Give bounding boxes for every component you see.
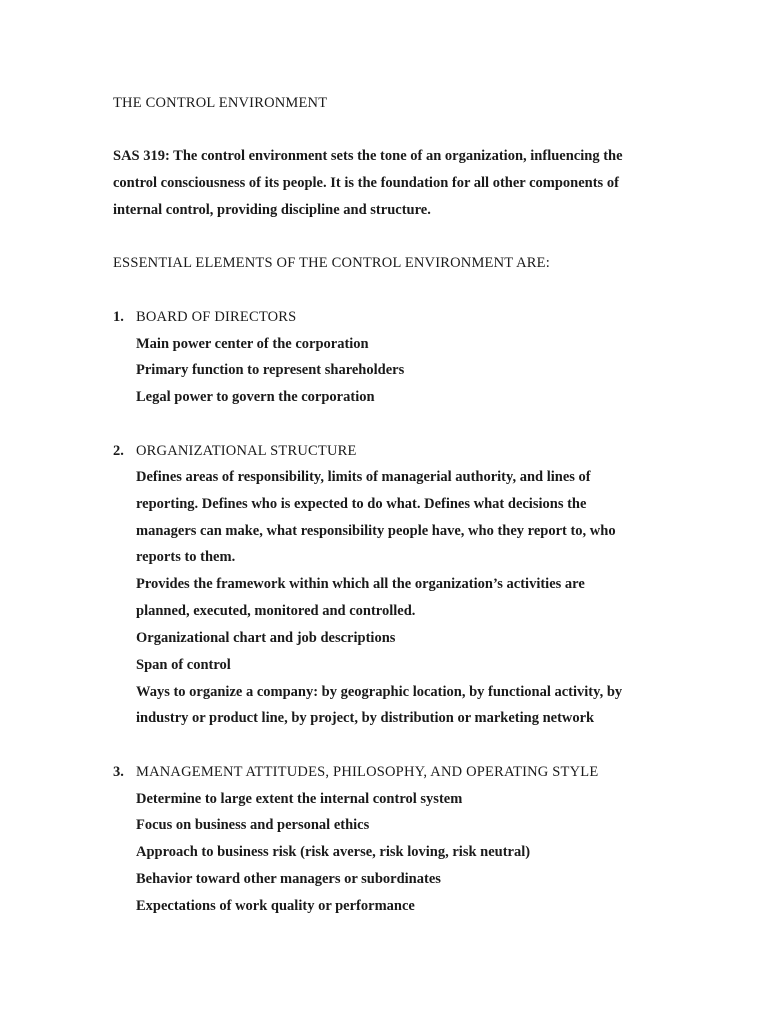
intro-line: SAS 319: The control environment sets the tone of an organization, influencing the — [113, 148, 623, 164]
section-heading: ORGANIZATIONAL STRUCTURE — [136, 443, 357, 459]
section-line: Defines areas of responsibility, limits of managerial authority, and lines of — [136, 469, 591, 485]
section-heading: MANAGEMENT ATTITUDES, PHILOSOPHY, AND OPERATING STYLE — [136, 764, 599, 780]
section-line: reports to them. — [136, 549, 236, 565]
section-line: Approach to business risk (risk averse, risk loving, risk neutral) — [136, 844, 531, 860]
section-number: 1. — [113, 309, 124, 325]
document-title: THE CONTROL ENVIRONMENT — [113, 95, 328, 111]
section-line: Behavior toward other managers or subordinates — [136, 871, 441, 887]
section-line: Span of control — [136, 657, 231, 673]
section-heading: BOARD OF DIRECTORS — [136, 309, 297, 325]
section-line: Determine to large extent the internal control system — [136, 791, 463, 807]
section-line: managers can make, what responsibility people have, who they report to, who — [136, 523, 616, 539]
elements-heading: ESSENTIAL ELEMENTS OF THE CONTROL ENVIRONMENT ARE: — [113, 255, 550, 271]
section-line: Ways to organize a company: by geographic location, by functional activity, by — [136, 684, 623, 700]
section-line: industry or product line, by project, by distribution or marketing network — [136, 710, 595, 726]
section-line: Legal power to govern the corporation — [136, 389, 375, 405]
section-line: Primary function to represent shareholders — [136, 362, 405, 378]
section-line: Organizational chart and job descriptions — [136, 630, 396, 646]
intro-line: control consciousness of its people. It is the foundation for all other components of — [113, 175, 619, 191]
section-line: reporting. Defines who is expected to do what. Defines what decisions the — [136, 496, 587, 512]
section-number: 2. — [113, 443, 124, 459]
section-line: Focus on business and personal ethics — [136, 817, 370, 833]
section-line: planned, executed, monitored and controlled. — [136, 603, 416, 619]
section-line: Provides the framework within which all the organization’s activities are — [136, 576, 585, 592]
intro-line: internal control, providing discipline and structure. — [113, 202, 431, 218]
section-number: 3. — [113, 764, 124, 780]
section-line: Expectations of work quality or performance — [136, 898, 415, 914]
section-line: Main power center of the corporation — [136, 336, 369, 352]
